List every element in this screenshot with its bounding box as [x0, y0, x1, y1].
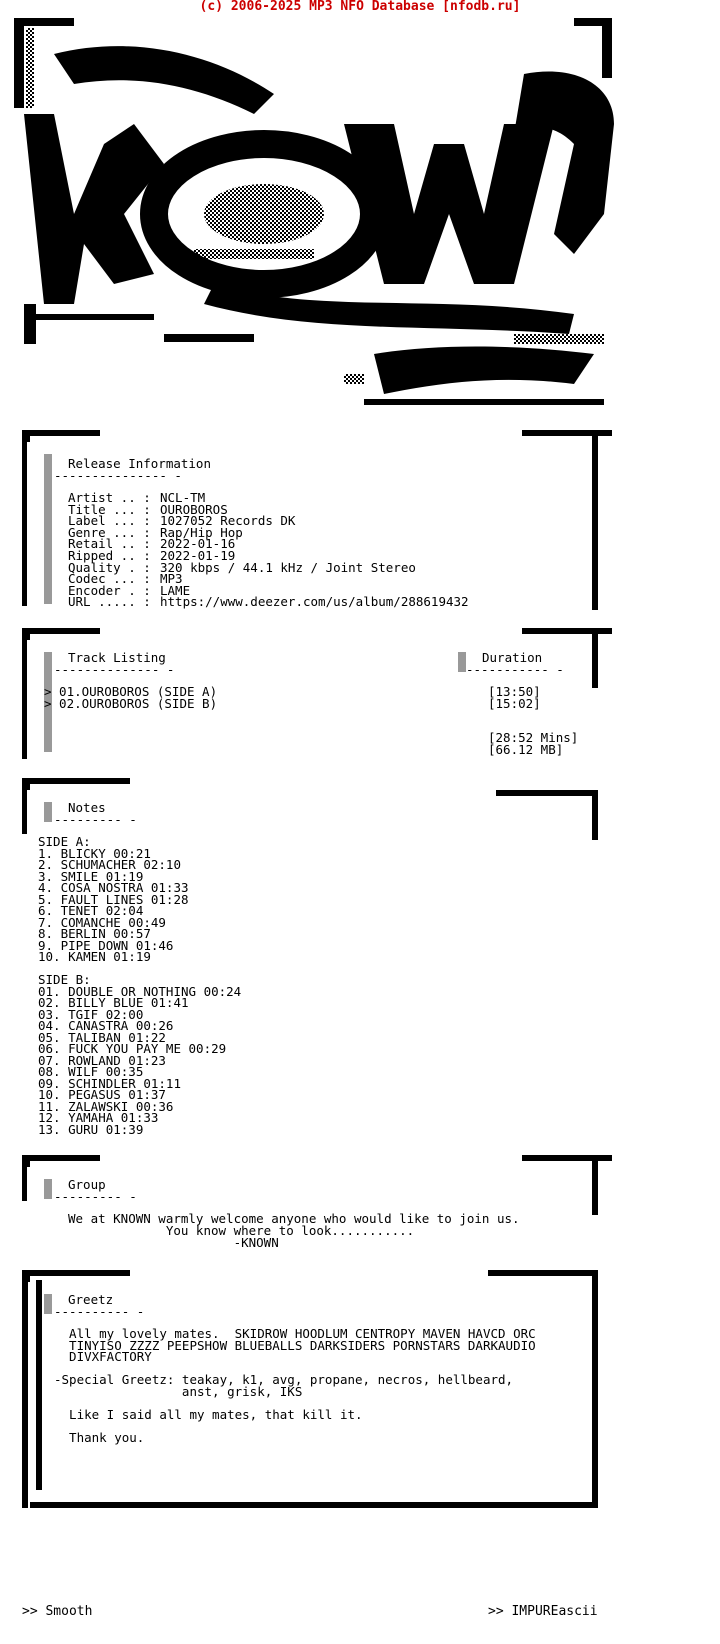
greetz-line: All my lovely mates. SKIDROW HOODLUM CENTROPY MAVEN HAVCD ORC	[54, 1326, 536, 1341]
section-title: Greetz	[68, 1292, 114, 1307]
footer-credit-right: >> IMPUREascii	[488, 1604, 598, 1619]
notes-line: SIDE A:	[38, 834, 91, 849]
notes-line: 10. PEGASUS 01:37	[38, 1087, 166, 1102]
notes-line: 12. YAMAHA 01:33	[38, 1110, 159, 1125]
field-key: Label ... :	[68, 513, 151, 529]
field-value: MP3	[160, 571, 183, 587]
field-key: Retail .. :	[68, 536, 151, 552]
notes-line: 7. COMANCHE 00:49	[38, 914, 166, 930]
notes-line: 06. FUCK YOU PAY ME 00:29	[38, 1041, 227, 1056]
section-underline: --------------- -	[54, 468, 182, 483]
total-time: [28:52 Mins]	[488, 730, 579, 745]
release-info-section	[22, 430, 632, 610]
field-key: Ripped .. :	[68, 548, 151, 563]
greetz-line: Like I said all my mates, that kill it.	[54, 1407, 363, 1423]
notes-line: 03. TGIF 02:00	[38, 1006, 144, 1022]
section-title: Notes	[68, 800, 106, 815]
notes-line: 3. SMILE 01:19	[38, 868, 144, 884]
field-value: LAME	[160, 582, 191, 598]
duration-heading: Duration	[482, 650, 543, 665]
track-listing-section	[22, 628, 632, 763]
artist-signature: sM	[550, 79, 565, 93]
total-size: [66.12 MB]	[488, 742, 564, 757]
notes-line: 05. TALIBAN 01:22	[38, 1029, 166, 1045]
section-underline: ---------- -	[54, 1304, 145, 1319]
group-line: We at KNOWN warmly welcome anyone who would like to join us.	[68, 1211, 520, 1226]
track-duration: [15:02]	[488, 696, 541, 711]
notes-line: 5. FAULT LINES 01:28	[38, 891, 189, 907]
greetz-section	[22, 1270, 632, 1510]
notes-line: 08. WILF 00:35	[38, 1064, 144, 1079]
section-underline: --------- -	[54, 1189, 137, 1204]
section-underline: --------- -	[54, 812, 137, 827]
notes-line: 8. BERLIN 00:57	[38, 926, 151, 941]
group-line: -KNOWN	[68, 1235, 279, 1250]
notes-line: 6. TENET 02:04	[38, 903, 144, 918]
field-value: https://www.deezer.com/us/album/288619432	[160, 594, 469, 610]
site-credit: (c) 2006-2025 MP3 NFO Database [nfodb.ru]	[199, 0, 521, 14]
notes-line: 10. KAMEN 01:19	[38, 949, 151, 964]
notes-line: 02. BILLY BLUE 01:41	[38, 995, 189, 1010]
greetz-line: Thank you.	[54, 1430, 145, 1446]
field-value: 1027052 Records DK	[160, 513, 296, 529]
section-underline: -------------- -	[54, 662, 175, 677]
greetz-line: -Special Greetz: teakay, k1, avg, propane, necros, hellbeard,	[54, 1372, 514, 1388]
track-duration: [13:50]	[488, 684, 541, 699]
track-title: > 02.OUROBOROS (SIDE B)	[44, 696, 218, 711]
section-title: Track Listing	[68, 650, 166, 665]
notes-line: 13. GURU 01:39	[38, 1121, 144, 1137]
field-value: OUROBOROS	[160, 501, 228, 517]
track-title: > 01.OUROBOROS (SIDE A)	[44, 684, 218, 699]
notes-line: 9. PIPE DOWN 01:46	[38, 937, 174, 953]
notes-line: 4. COSA NOSTRA 01:33	[38, 880, 189, 895]
section-title: Group	[68, 1177, 106, 1192]
field-key: Artist .. :	[68, 490, 151, 505]
known-ascii-logo	[14, 14, 644, 444]
notes-section	[22, 778, 632, 1148]
field-value: NCL-TM	[160, 490, 206, 505]
notes-line: 07. ROWLAND 01:23	[38, 1052, 166, 1068]
field-key: Quality . :	[68, 559, 151, 575]
duration-underline: ----------- -	[466, 662, 564, 677]
notes-line: 01. DOUBLE OR NOTHING 00:24	[38, 983, 242, 999]
notes-line: 2. SCHUMACHER 02:10	[38, 857, 181, 872]
greetz-line: TINYISO ZZZZ PEEPSHOW BLUEBALLS DARKSIDERS PORNSTARS DARKAUDIO	[54, 1337, 536, 1353]
notes-line: 1. BLICKY 00:21	[38, 845, 151, 861]
notes-line: SIDE B:	[38, 972, 91, 987]
field-key: Genre ... :	[68, 524, 151, 540]
notes-line: 09. SCHINDLER 01:11	[38, 1075, 181, 1091]
field-key: Title ... :	[68, 501, 151, 517]
field-key: URL ..... :	[68, 594, 151, 610]
field-value: 320 kbps / 44.1 kHz / Joint Stereo	[160, 559, 416, 575]
notes-line: 04. CANASTRA 00:26	[38, 1018, 174, 1033]
field-value: Rap/Hip Hop	[160, 524, 243, 540]
section-title: Release Information	[68, 456, 211, 471]
greetz-line: anst, grisk, IKS	[54, 1384, 303, 1399]
notes-line: 11. ZALAWSKI 00:36	[38, 1098, 174, 1114]
group-line: You know where to look...........	[68, 1223, 415, 1238]
group-section	[22, 1155, 632, 1255]
field-key: Codec ... :	[68, 571, 151, 587]
field-value: 2022-01-16	[160, 536, 236, 552]
footer-credit-left: >> Smooth	[22, 1604, 93, 1619]
greetz-line: DIVXFACTORY	[54, 1349, 152, 1365]
field-key: Encoder . :	[68, 582, 151, 598]
field-value: 2022-01-19	[160, 548, 236, 563]
